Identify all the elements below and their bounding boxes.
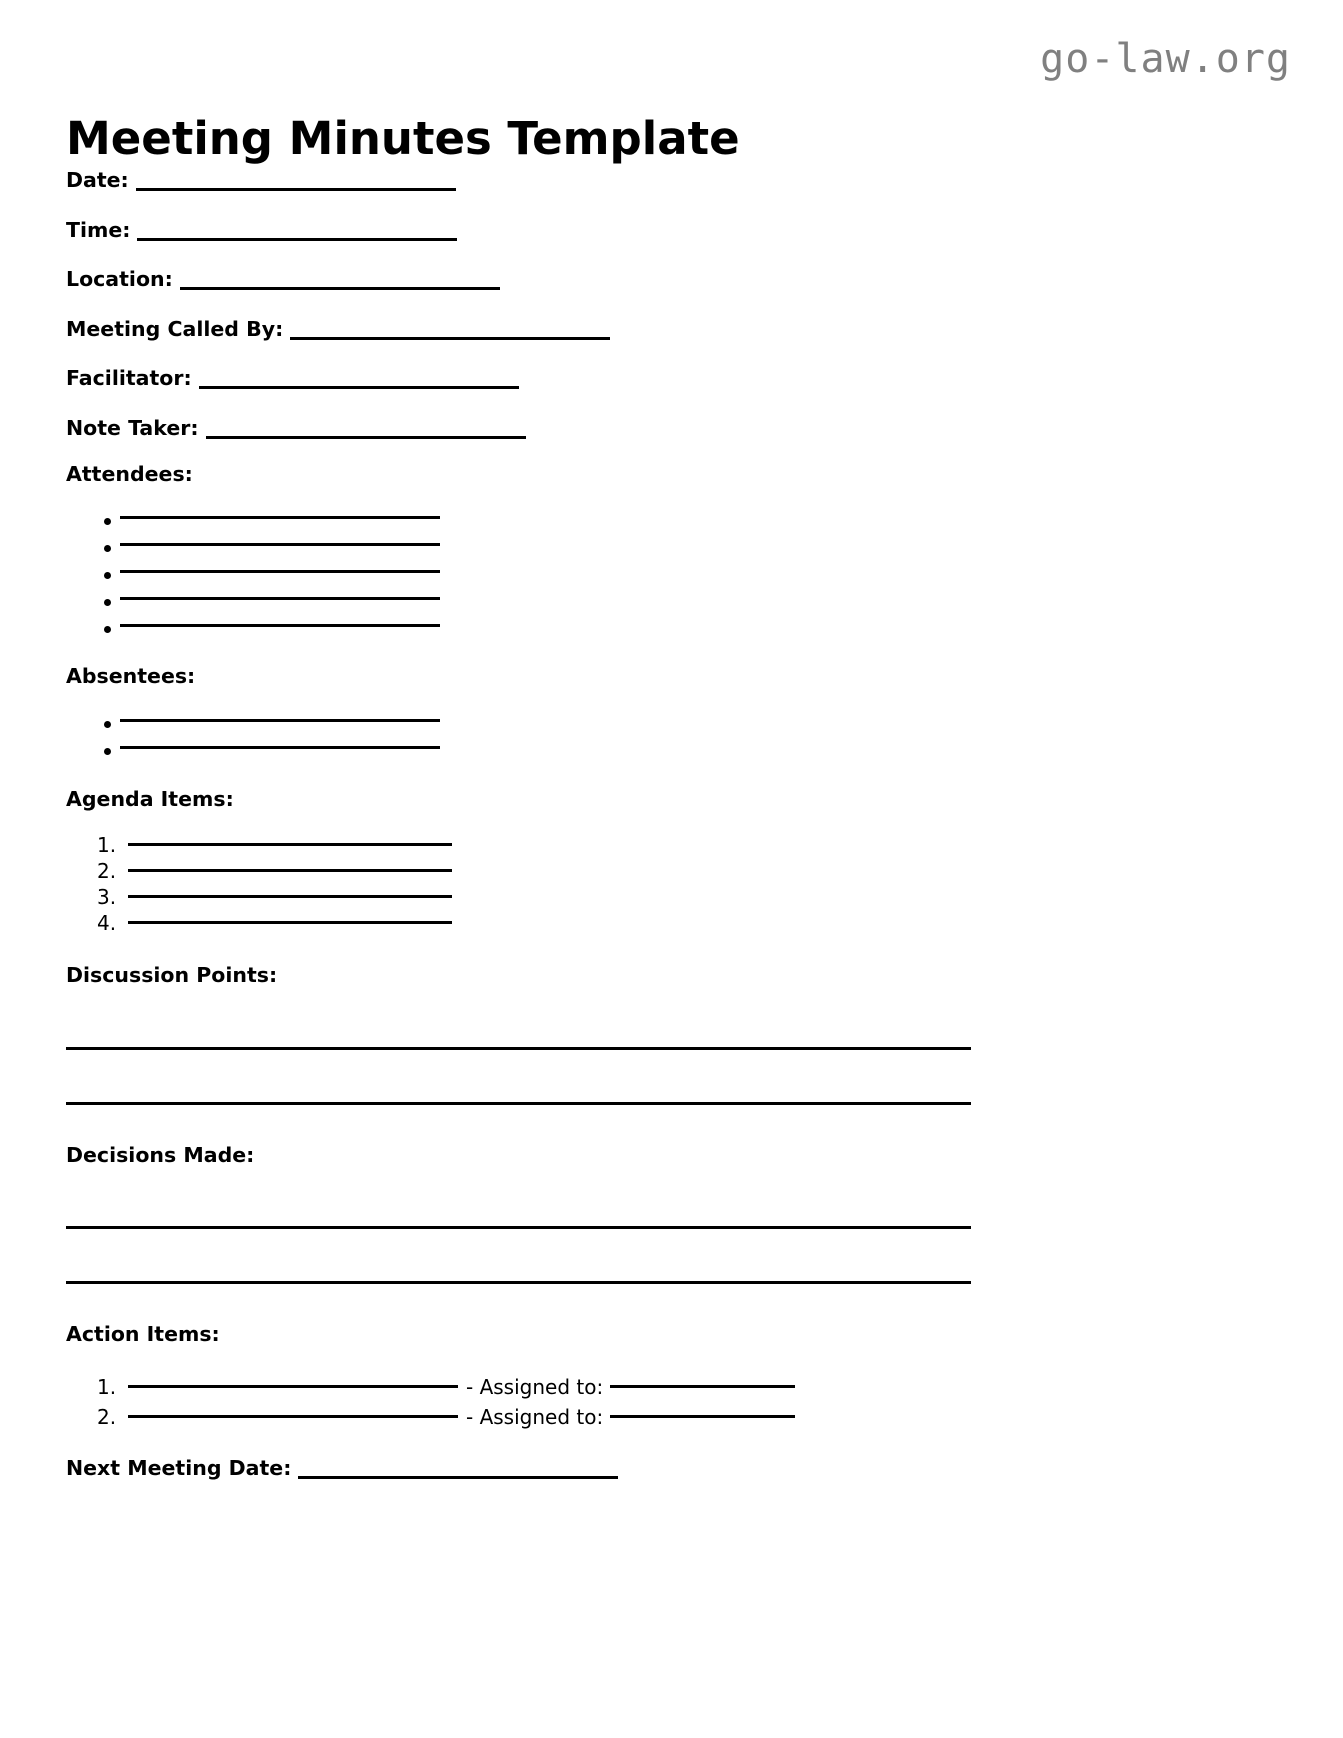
field-next-meeting-date-blank[interactable] — [298, 1476, 618, 1479]
section-heading-absentees: Absentees: — [66, 664, 196, 688]
action-item-task-blank-2[interactable] — [128, 1415, 458, 1418]
field-meeting-called-by-blank[interactable] — [290, 337, 610, 340]
absentee-blank-1[interactable] — [120, 719, 440, 722]
decisions-made-blank-1[interactable] — [66, 1226, 971, 1229]
list-item — [66, 506, 1276, 533]
field-note-taker-blank[interactable] — [206, 436, 526, 439]
decisions-made-blank-2[interactable] — [66, 1281, 971, 1284]
field-next-meeting-date-label: Next Meeting Date: — [66, 1455, 292, 1480]
list-item — [66, 832, 1276, 858]
section-heading-agenda-items: Agenda Items: — [66, 786, 234, 811]
action-item-row — [66, 1402, 1276, 1432]
attendee-blank-1[interactable] — [120, 516, 440, 519]
field-facilitator-label: Facilitator: — [66, 366, 192, 390]
site-watermark: go-law.org — [1040, 36, 1291, 82]
field-date-blank[interactable] — [136, 188, 456, 191]
attendee-blank-5[interactable] — [120, 624, 440, 627]
list-item — [66, 709, 1276, 736]
absentee-blank-2[interactable] — [120, 746, 440, 749]
attendee-blank-2[interactable] — [120, 543, 440, 546]
field-date — [66, 170, 1276, 191]
assigned-to-label: - Assigned to: — [466, 1374, 604, 1399]
agenda-item-blank-2[interactable] — [128, 869, 452, 872]
field-time-blank[interactable] — [137, 238, 457, 241]
assigned-to-label: - Assigned to: — [466, 1404, 604, 1429]
list-item — [66, 560, 1276, 587]
action-item-task-blank-1[interactable] — [128, 1385, 458, 1388]
attendee-blank-4[interactable] — [120, 597, 440, 600]
form-content — [66, 170, 1276, 1479]
field-next-meeting-date — [66, 1455, 1276, 1480]
action-item-row — [66, 1372, 1276, 1402]
field-meeting-called-by-label: Meeting Called By: — [66, 316, 284, 341]
list-item — [66, 533, 1276, 560]
agenda-item-number: 4. — [97, 911, 117, 935]
list-item — [66, 587, 1276, 614]
field-location-label: Location: — [66, 267, 173, 291]
list-item — [66, 614, 1276, 641]
action-item-assignee-blank-2[interactable] — [610, 1415, 795, 1418]
agenda-items-list — [66, 832, 1276, 936]
field-facilitator — [66, 368, 1276, 389]
section-heading-decisions-made: Decisions Made: — [66, 1142, 255, 1167]
action-item-number: 2. — [97, 1404, 117, 1429]
list-item — [66, 884, 1276, 910]
agenda-item-number: 2. — [97, 859, 117, 883]
agenda-item-number: 3. — [97, 885, 117, 909]
field-note-taker — [66, 415, 1276, 440]
field-time-label: Time: — [66, 217, 131, 242]
absentees-list — [66, 709, 1276, 763]
attendee-blank-3[interactable] — [120, 570, 440, 573]
agenda-item-number: 1. — [97, 833, 117, 857]
discussion-points-blank-1[interactable] — [66, 1047, 971, 1050]
section-heading-action-items: Action Items: — [66, 1322, 220, 1346]
field-location — [66, 269, 1276, 290]
section-heading-attendees: Attendees: — [66, 461, 193, 486]
action-item-assignee-blank-1[interactable] — [610, 1385, 795, 1388]
field-location-blank[interactable] — [180, 287, 500, 290]
page-title: Meeting Minutes Template — [66, 112, 740, 166]
field-note-taker-label: Note Taker: — [66, 415, 199, 440]
list-item — [66, 736, 1276, 763]
field-meeting-called-by — [66, 316, 1276, 341]
action-item-number: 1. — [97, 1374, 117, 1399]
list-item — [66, 910, 1276, 936]
agenda-item-blank-1[interactable] — [128, 843, 452, 846]
field-date-label: Date: — [66, 168, 129, 192]
discussion-points-blank-2[interactable] — [66, 1102, 971, 1105]
list-item — [66, 858, 1276, 884]
field-facilitator-blank[interactable] — [199, 386, 519, 389]
field-time — [66, 217, 1276, 242]
agenda-item-blank-3[interactable] — [128, 895, 452, 898]
attendees-list — [66, 506, 1276, 641]
agenda-item-blank-4[interactable] — [128, 921, 452, 924]
section-heading-discussion-points: Discussion Points: — [66, 963, 278, 987]
